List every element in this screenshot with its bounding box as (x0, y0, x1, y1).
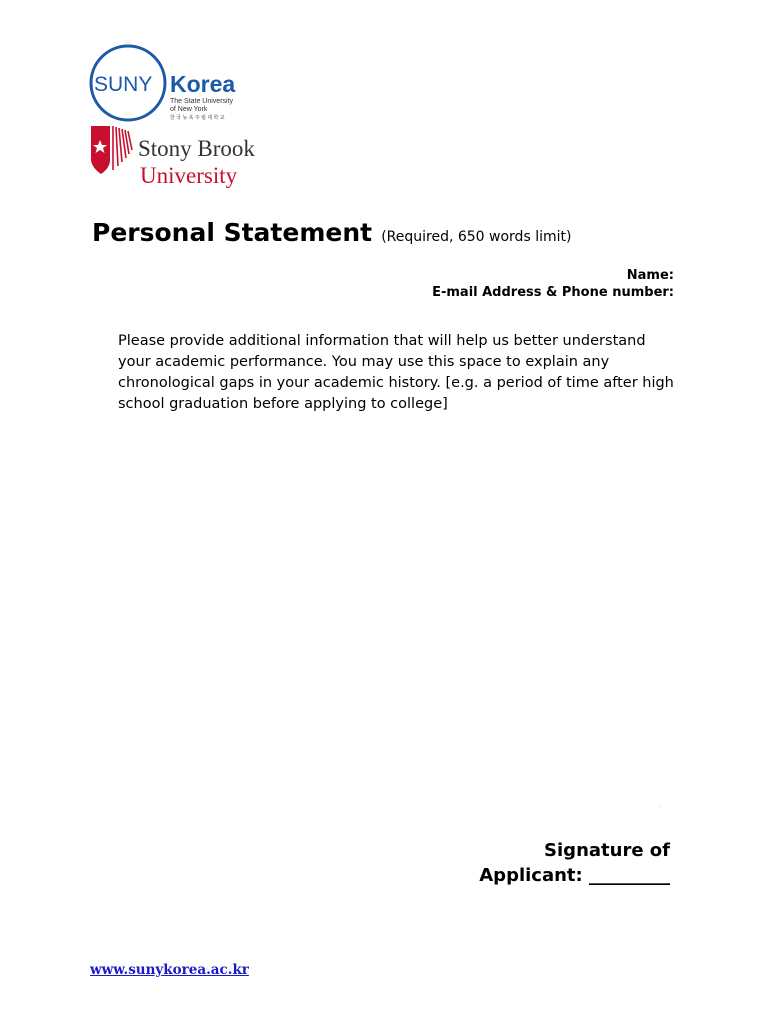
name-label: Name: (626, 268, 674, 283)
signature-block (479, 838, 670, 888)
stony-brook-wordmark: Stony Brook (138, 136, 255, 161)
signature-line-1: Signature of (544, 840, 670, 861)
logo-area (88, 42, 288, 192)
suny-tagline-1: The State University (170, 98, 234, 105)
applicant-fields (432, 267, 674, 301)
suny-wordmark: SUNY (94, 73, 153, 96)
suny-tagline-3: 한 국 뉴 욕 주 립 대 학 교 (170, 115, 225, 121)
suny-korea-logo (88, 42, 248, 124)
stony-brook-logo (88, 122, 288, 190)
shield-star-icon (91, 126, 132, 174)
contact-label: E-mail Address & Phone number: (432, 285, 674, 300)
suny-tagline-2: of New York (170, 106, 208, 113)
signature-line-2: Applicant: _________ (479, 865, 670, 886)
title-row (92, 218, 571, 247)
university-wordmark: University (140, 163, 238, 188)
title-note: (Required, 650 words limit) (381, 229, 572, 245)
page-title: Personal Statement (92, 218, 373, 247)
website-link[interactable]: www.sunykorea.ac.kr (90, 962, 249, 978)
instructions-text: Please provide additional information that will help us better understand your academic performance. You may use this space to explain any chronological gaps in your academic history. [e.g. a period of time after high school graduation before applying to college] (118, 333, 674, 412)
stray-dot: · (660, 804, 662, 811)
korea-wordmark: Korea (170, 71, 236, 97)
